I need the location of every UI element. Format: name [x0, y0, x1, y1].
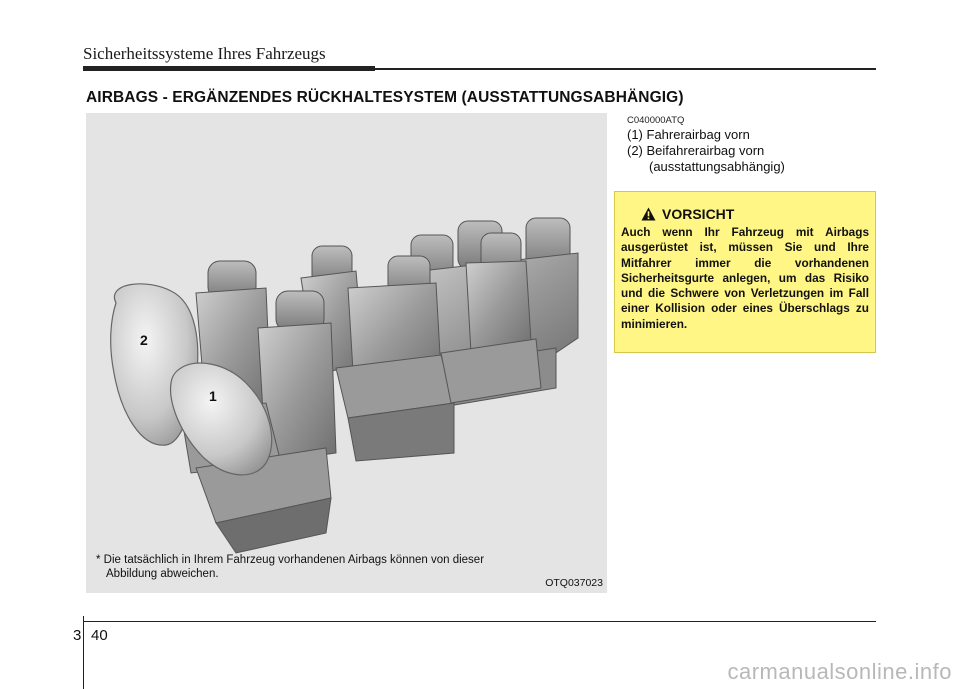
- warning-title: VORSICHT: [662, 206, 735, 222]
- callout-1: 1: [209, 388, 217, 404]
- seat-airbag-drawing: [86, 113, 607, 593]
- footer-horizontal-rule: [83, 621, 876, 622]
- callout-2: 2: [140, 332, 148, 348]
- legend-item-2-cont: (ausstattungsabhängig): [649, 159, 785, 174]
- warning-triangle-icon: [641, 207, 656, 221]
- warning-text: Auch wenn Ihr Fahrzeug mit Airbags ausgerüstet ist, müssen Sie und Ihre Mitfahrer immer die vorhandenen Sicherheitsgurte anlegen, um das Risiko und die Schwere von Verletzungen im Fall einer Kollision oder eines Überschlags zu minimieren.: [621, 225, 869, 331]
- chapter-number: 3: [73, 627, 82, 644]
- figure-note: [96, 553, 516, 581]
- section-heading: AIRBAGS - ERGÄNZENDES RÜCKHALTESYSTEM (AUSSTATTUNGSABHÄNGIG): [86, 89, 684, 106]
- figure-code: OTQ037023: [545, 577, 603, 589]
- legend-item-2: (2) Beifahrerairbag vorn: [627, 143, 765, 158]
- warning-header: [641, 206, 734, 222]
- header-rule-thick: [83, 66, 375, 71]
- second-row-seats: [301, 233, 541, 461]
- figure-note-line1: * Die tatsächlich in Ihrem Fahrzeug vorhandenen Airbags können von dieser: [96, 554, 485, 566]
- footer-vertical-rule: [83, 616, 84, 689]
- legend-item-1: (1) Fahrerairbag vorn: [627, 127, 750, 142]
- figure-note-line2: Abbildung abweichen.: [106, 568, 219, 580]
- airbag-illustration: [86, 113, 607, 593]
- warning-box: [614, 191, 876, 353]
- airbag-legend: [627, 127, 785, 175]
- document-code: C040000ATQ: [627, 115, 685, 126]
- watermark-text: carmanualsonline.info: [727, 659, 952, 684]
- header-rule-thin: [375, 68, 876, 70]
- running-header-title: Sicherheitssysteme Ihres Fahrzeugs: [83, 44, 326, 63]
- page-number-value: 40: [91, 627, 108, 644]
